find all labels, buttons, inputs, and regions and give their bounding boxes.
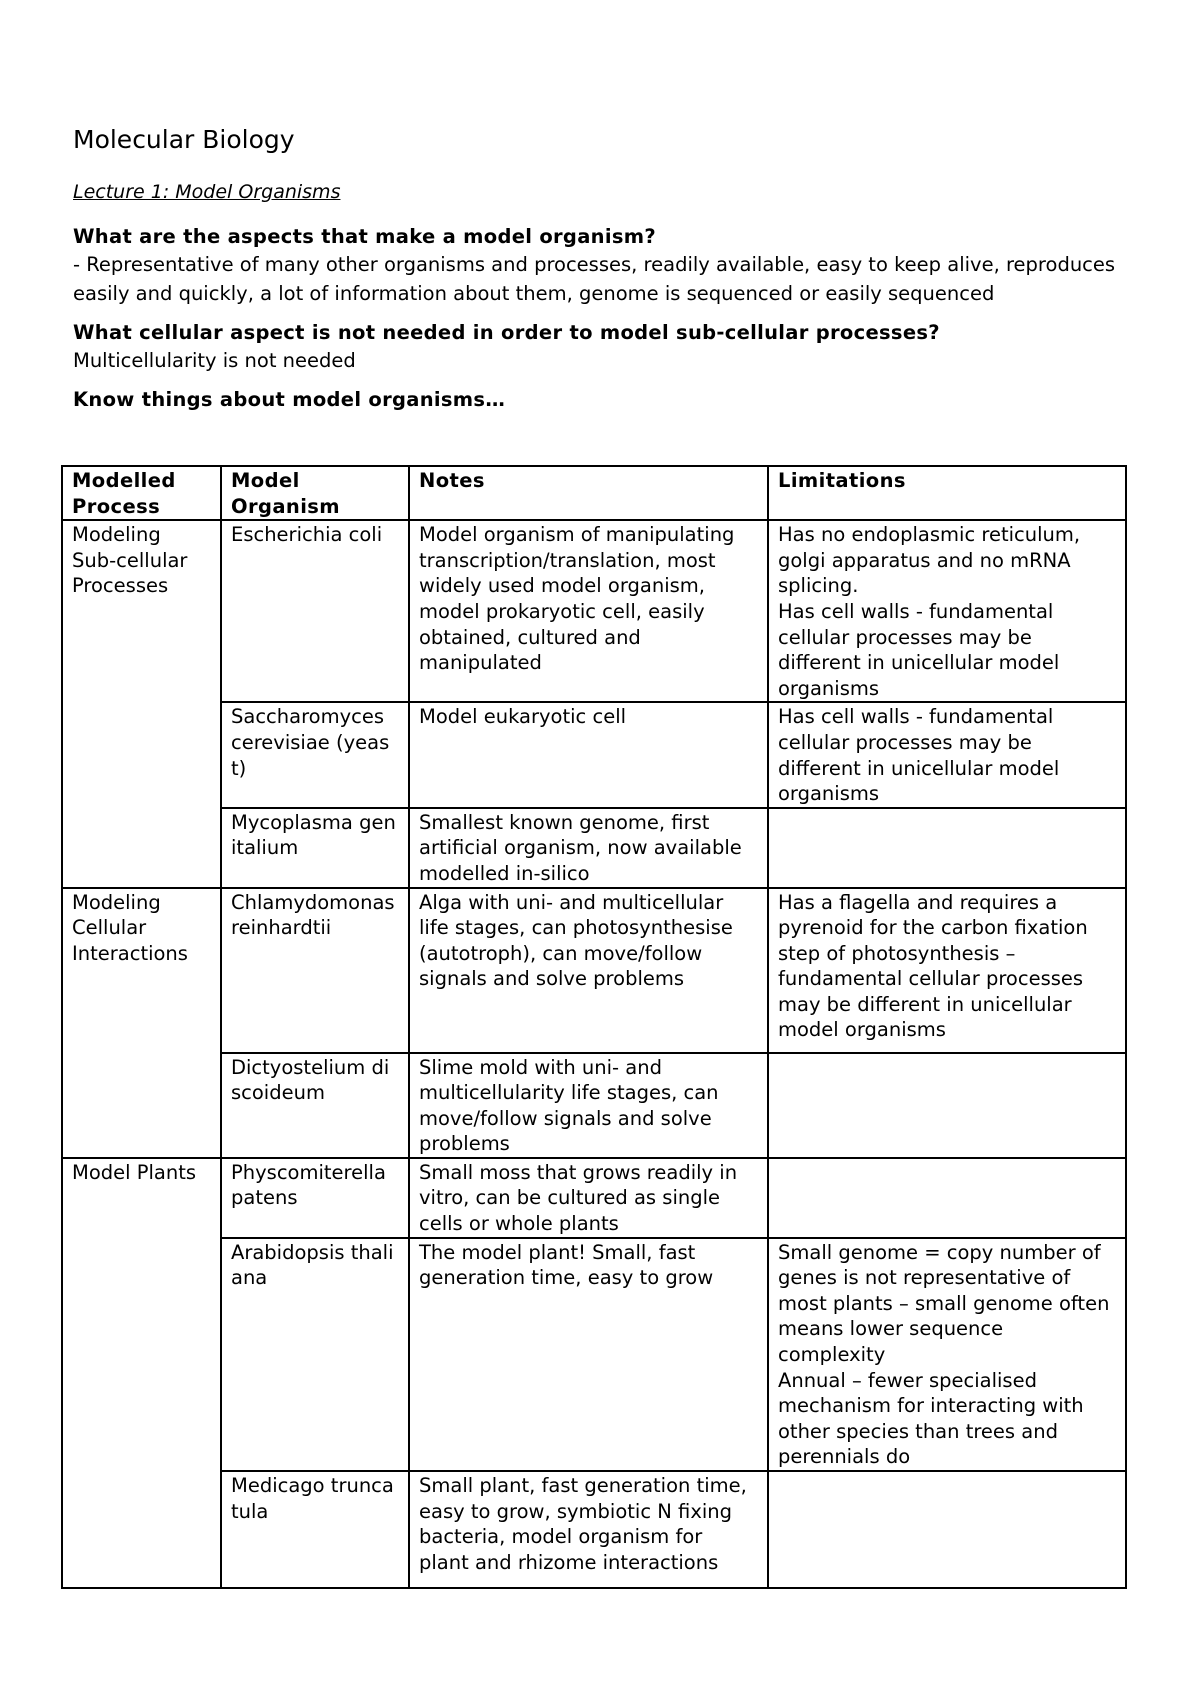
header-model-organism: Model Organism <box>221 466 409 520</box>
header-notes: Notes <box>409 466 768 520</box>
document-title: Molecular Biology <box>73 125 295 154</box>
limitations-cell <box>768 1053 1126 1158</box>
table-row <box>62 520 1126 702</box>
modelled-process-cell: Modeling Cellular Interactions <box>62 888 221 1158</box>
organism-cell: Physcomiterella patens <box>221 1158 409 1238</box>
lecture-subtitle: Lecture 1: Model Organisms <box>73 181 341 203</box>
header-modelled-process: Modelled Process <box>62 466 221 520</box>
notes-cell: Small plant, fast generation time, easy to grow, symbiotic N fixing bacteria, model organism for plant and rhizome interactions <box>409 1471 768 1588</box>
limitations-cell <box>768 1158 1126 1238</box>
header-limitations: Limitations <box>768 466 1126 520</box>
limitations-cell: Has no endoplasmic reticulum, golgi apparatus and no mRNA splicing. Has cell walls - fundamental cellular processes may be different in unicellular model organisms <box>768 520 1126 702</box>
table-row <box>62 702 1126 807</box>
notes-cell: Smallest known genome, first artificial organism, now available modelled in-silico <box>409 808 768 888</box>
limitations-cell <box>768 808 1126 888</box>
answer-1: - Representative of many other organisms and processes, readily available, easy to keep alive, reproduces easily and quickly, a lot of information about them, genome is sequenced or easily sequenced <box>73 253 1116 305</box>
table-header-row <box>62 466 1126 520</box>
question-2: What cellular aspect is not needed in order to model sub-cellular processes? <box>73 321 940 344</box>
table-row <box>62 808 1126 888</box>
organism-cell: Dictyostelium discoideum <box>221 1053 409 1158</box>
notes-cell: Alga with uni- and multicellular life stages, can photosynthesise (autotroph), can move/follow signals and solve problems <box>409 888 768 1053</box>
notes-cell: Model organism of manipulating transcription/translation, most widely used model organism, model prokaryotic cell, easily obtained, cultured and manipulated <box>409 520 768 702</box>
table-row <box>62 1158 1126 1238</box>
modelled-process-cell: Model Plants <box>62 1158 221 1588</box>
table-body <box>62 520 1126 1588</box>
limitations-cell: Has a flagella and requires a pyrenoid for the carbon fixation step of photosynthesis – fundamental cellular processes may be different in unicellular model organisms <box>768 888 1126 1053</box>
limitations-cell: Small genome = copy number of genes is not representative of most plants – small genome often means lower sequence complexity Annual – fewer specialised mechanism for interacting with other species than trees and perennials do <box>768 1238 1126 1471</box>
organism-cell: Arabidopsis thaliana <box>221 1238 409 1471</box>
answer-2: Multicellularity is not needed <box>73 349 356 372</box>
table-intro: Know things about model organisms… <box>73 388 506 411</box>
organism-cell: Chlamydomonas reinhardtii <box>221 888 409 1053</box>
organism-cell: Mycoplasma genitalium <box>221 808 409 888</box>
modelled-process-cell: Modeling Sub-cellular Processes <box>62 520 221 887</box>
organism-cell: Medicago truncatula <box>221 1471 409 1588</box>
limitations-cell <box>768 1471 1126 1588</box>
table-row <box>62 1471 1126 1588</box>
notes-cell: Model eukaryotic cell <box>409 702 768 807</box>
notes-cell: The model plant! Small, fast generation time, easy to grow <box>409 1238 768 1471</box>
question-1: What are the aspects that make a model organism? <box>73 225 656 248</box>
limitations-cell: Has cell walls - fundamental cellular processes may be different in unicellular model organisms <box>768 702 1126 807</box>
notes-cell: Small moss that grows readily in vitro, can be cultured as single cells or whole plants <box>409 1158 768 1238</box>
organism-cell: Escherichia coli <box>221 520 409 702</box>
table-row <box>62 1053 1126 1158</box>
notes-cell: Slime mold with uni- and multicellularity life stages, can move/follow signals and solve problems <box>409 1053 768 1158</box>
organism-cell: Saccharomyces cerevisiae (yeast) <box>221 702 409 807</box>
model-organisms-table <box>61 465 1127 1589</box>
table-row <box>62 1238 1126 1471</box>
table-row <box>62 888 1126 1053</box>
document-page <box>73 124 1127 413</box>
